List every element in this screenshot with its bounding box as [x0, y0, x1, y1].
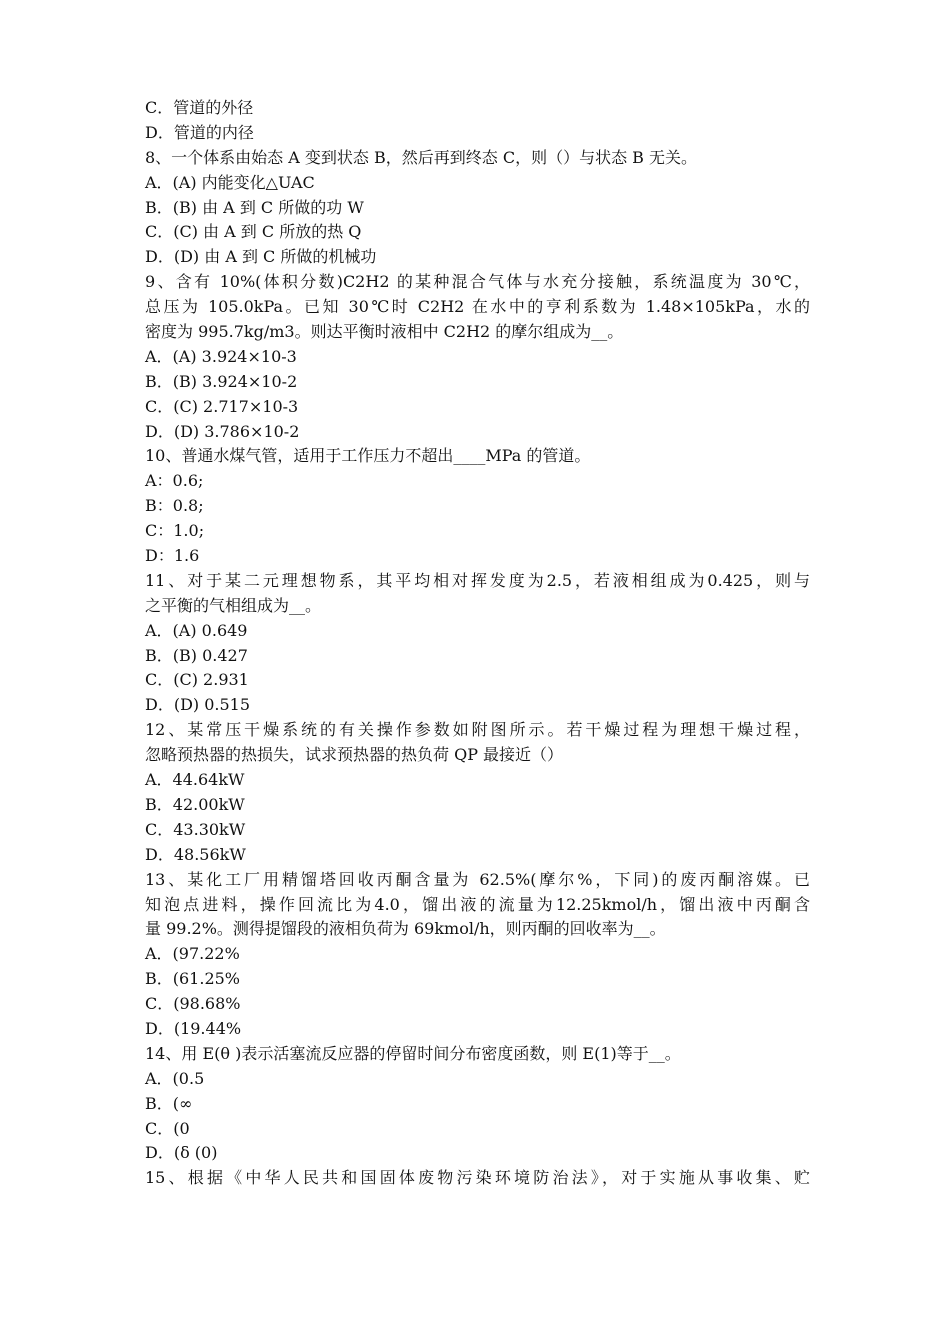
question-text: 知泡点进料，操作回流比为4.0，馏出液的流量为12.25kmol/h，馏出液中丙酮含: [145, 894, 810, 914]
question-text: 总压为 105.0kPa。已知 30℃时 C2H2 在水中的亨利系数为 1.48×105kPa，水的: [145, 297, 810, 317]
question-text: 11、对于某二元理想物系，其平均相对挥发度为2.5，若液相组成为0.425，则与: [145, 570, 810, 590]
option-line: B．(∞: [145, 1093, 193, 1113]
option-line: B：0.8;: [145, 496, 204, 516]
option-line: A．(A) 0.649: [145, 620, 248, 640]
option-line: D．48.56kW: [145, 844, 246, 864]
option-line: D．管道的内径: [145, 122, 254, 142]
option-line: C．(0: [145, 1118, 190, 1138]
option-line: A．(A) 内能变化△UAC: [145, 172, 315, 192]
option-line: A．(A) 3.924×10-3: [145, 346, 297, 366]
question-text: 忽略预热器的热损失，试求预热器的热负荷 QP 最接近（）: [145, 745, 564, 765]
option-line: C．管道的外径: [145, 98, 254, 117]
option-line: B．(B) 由 A 到 C 所做的功 W: [145, 197, 364, 217]
option-line: D：1.6: [145, 546, 200, 566]
option-line: C．(98.68%: [145, 994, 241, 1014]
question-text: 之平衡的气相组成为__。: [145, 595, 322, 615]
question-8: [145, 146, 810, 270]
option-line: B．(61.25%: [145, 969, 241, 989]
option-line: A：0.6;: [145, 471, 204, 491]
question-text: 密度为 995.7kg/m3。则达平衡时液相中 C2H2 的摩尔组成为__。: [145, 322, 624, 342]
option-line: C．(C) 2.931: [145, 670, 249, 690]
question-10: [145, 444, 810, 568]
option-line: B．(B) 3.924×10-2: [145, 371, 298, 391]
question-9: [145, 270, 810, 444]
question-14: [145, 1042, 810, 1166]
question-text: 12、某常压干燥系统的有关操作参数如附图所示。若干燥过程为理想干燥过程，: [145, 720, 810, 740]
option-line: A．(0.5: [145, 1068, 205, 1088]
option-line: A．(97.22%: [145, 944, 240, 964]
question-text: 量 99.2%。测得提馏段的液相负荷为 69kmol/h，则丙酮的回收率为__。: [145, 919, 666, 939]
option-line: A．44.64kW: [145, 770, 245, 790]
option-line: C：1.0;: [145, 521, 205, 541]
question-12: [145, 718, 810, 867]
option-line: D．(D) 3.786×10-2: [145, 421, 300, 441]
option-line: C．(C) 2.717×10-3: [145, 396, 299, 416]
question-13: [145, 868, 810, 1042]
question-text: 10、普通水煤气管，适用于工作压力不超出____MPa 的管道。: [145, 446, 591, 466]
option-line: C．43.30kW: [145, 819, 246, 839]
question-text: 15、根据《中华人民共和国固体废物污染环境防治法》，对于实施从事收集、贮: [145, 1168, 810, 1188]
option-line: D．(D) 0.515: [145, 695, 251, 715]
option-line: B．42.00kW: [145, 794, 245, 814]
question-11: [145, 569, 810, 718]
option-line: D．(19.44%: [145, 1018, 242, 1038]
option-line: D．(δ (0): [145, 1143, 218, 1163]
option-line: C．(C) 由 A 到 C 所放的热 Q: [145, 222, 362, 242]
option-line: B．(B) 0.427: [145, 645, 248, 665]
option-line: D．(D) 由 A 到 C 所做的机械功: [145, 247, 377, 267]
question-text: 8、一个体系由始态 A 变到状态 B，然后再到终态 C，则（）与状态 B 无关。: [145, 147, 698, 167]
document-page: [145, 96, 810, 1191]
question-text: 13、某化工厂用精馏塔回收丙酮含量为 62.5%(摩尔%，下同)的废丙酮溶媒。已: [145, 869, 810, 889]
question-text: 14、用 E(θ )表示活塞流反应器的停留时间分布密度函数，则 E(1)等于__。: [145, 1043, 681, 1063]
question-15: [145, 1166, 810, 1191]
question-text: 9、含有 10%(体积分数)C2H2 的某种混合气体与水充分接触，系统温度为 30℃，: [145, 272, 810, 292]
